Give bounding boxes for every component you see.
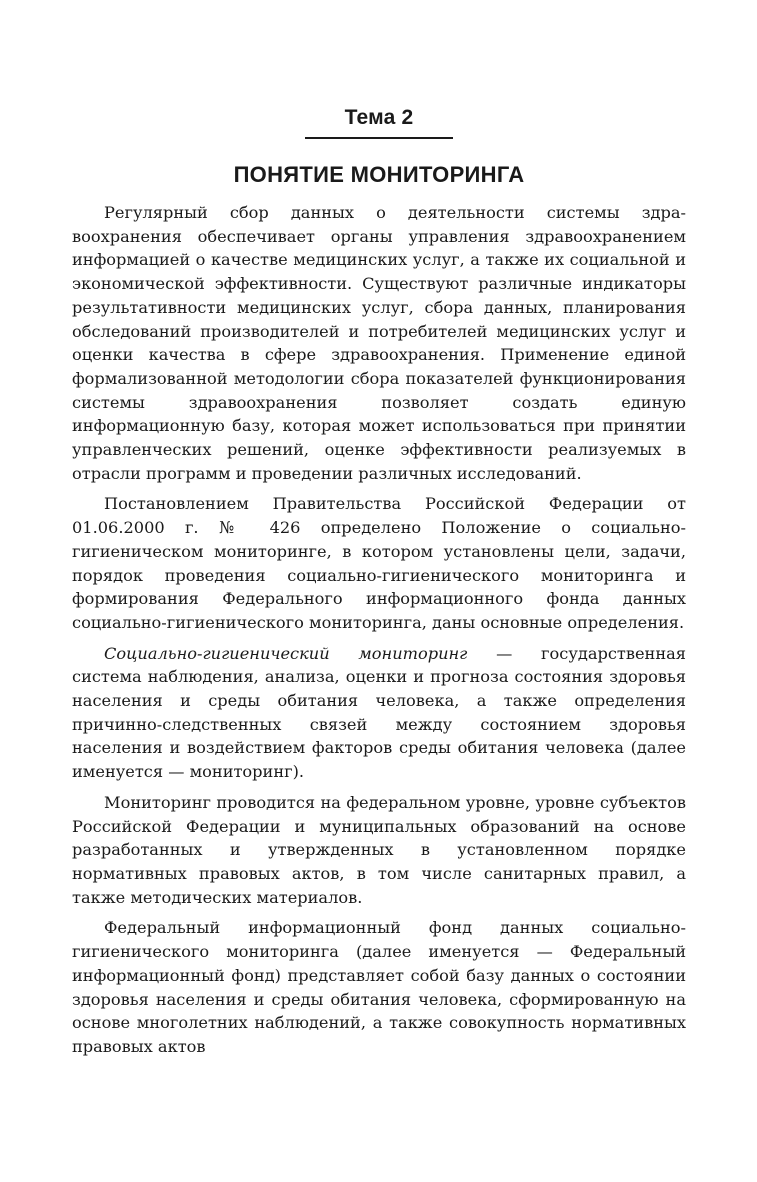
paragraph-text: — государственная система наблюдения, анализа, оценки и прогноза состояния здоровья населения и среды обитания человека, а также определения причинно-следственных связей между состоянием здоровья населения и воздействием факторов среды обитания человека (далее именуется — мониторинг). (72, 643, 686, 782)
body-text (72, 201, 686, 1059)
paragraph (72, 492, 686, 634)
topic-heading: Тема 2 (305, 105, 453, 139)
paragraph (72, 916, 686, 1058)
paragraph (72, 201, 686, 485)
book-page (72, 105, 686, 1059)
paragraph-text: Постановлением Правительства Российской Федерации от 01.06.2000 г. № 426 определено Положение о социально-гигиеническом мониторинге, в котором установлены цели, задачи, порядок проведения социально-гигиенического мониторинга и формирования Федерального информационного фонда данных социально-гигиенического мониторинга, даны основные определения. (72, 494, 686, 632)
paragraph (72, 642, 686, 784)
paragraph-text: Федеральный информационный фонд данных социально-гигиенического мониторинга (далее именуется — Федеральный информационный фонд) представляет собой базу данных о состоянии здоровья населения и среды обитания человека, сформированную на основе многолетних наблюдений, а также совокупность нормативных правовых актов (72, 918, 686, 1056)
paragraph-text: Регулярный сбор данных о деятельности системы здравоохранения обеспечивает органы управления здравоохранением информацией о качестве медицинских услуг, а также их социальной и экономической эффективности. Существуют различные индикаторы результативности медицинских услуг, сбора данных, планирования обследований производителей и потребителей медицинских услуг и оценки качества в сфере здравоохранения. Применение единой формализованной методологии сбора показателей функционирования системы здравоохранения позволяет создать единую информационную базу, которая может использоваться при принятии управленческих решений, оценке эффективности реализуемых в отрасли программ и проведении различных исследований. (72, 203, 686, 483)
paragraph-text: Мониторинг проводится на федеральном уровне, уровне субъектов Российской Федерации и муниципальных образований на основе разработанных и утвержденных в установленном порядке нормативных правовых актов, в том числе санитарных правил, а также методических материалов. (72, 792, 686, 907)
term-definition: Социально-гигиенический мониторинг (104, 643, 468, 663)
paragraph (72, 791, 686, 910)
chapter-title: ПОНЯТИЕ МОНИТОРИНГА (233, 162, 525, 187)
